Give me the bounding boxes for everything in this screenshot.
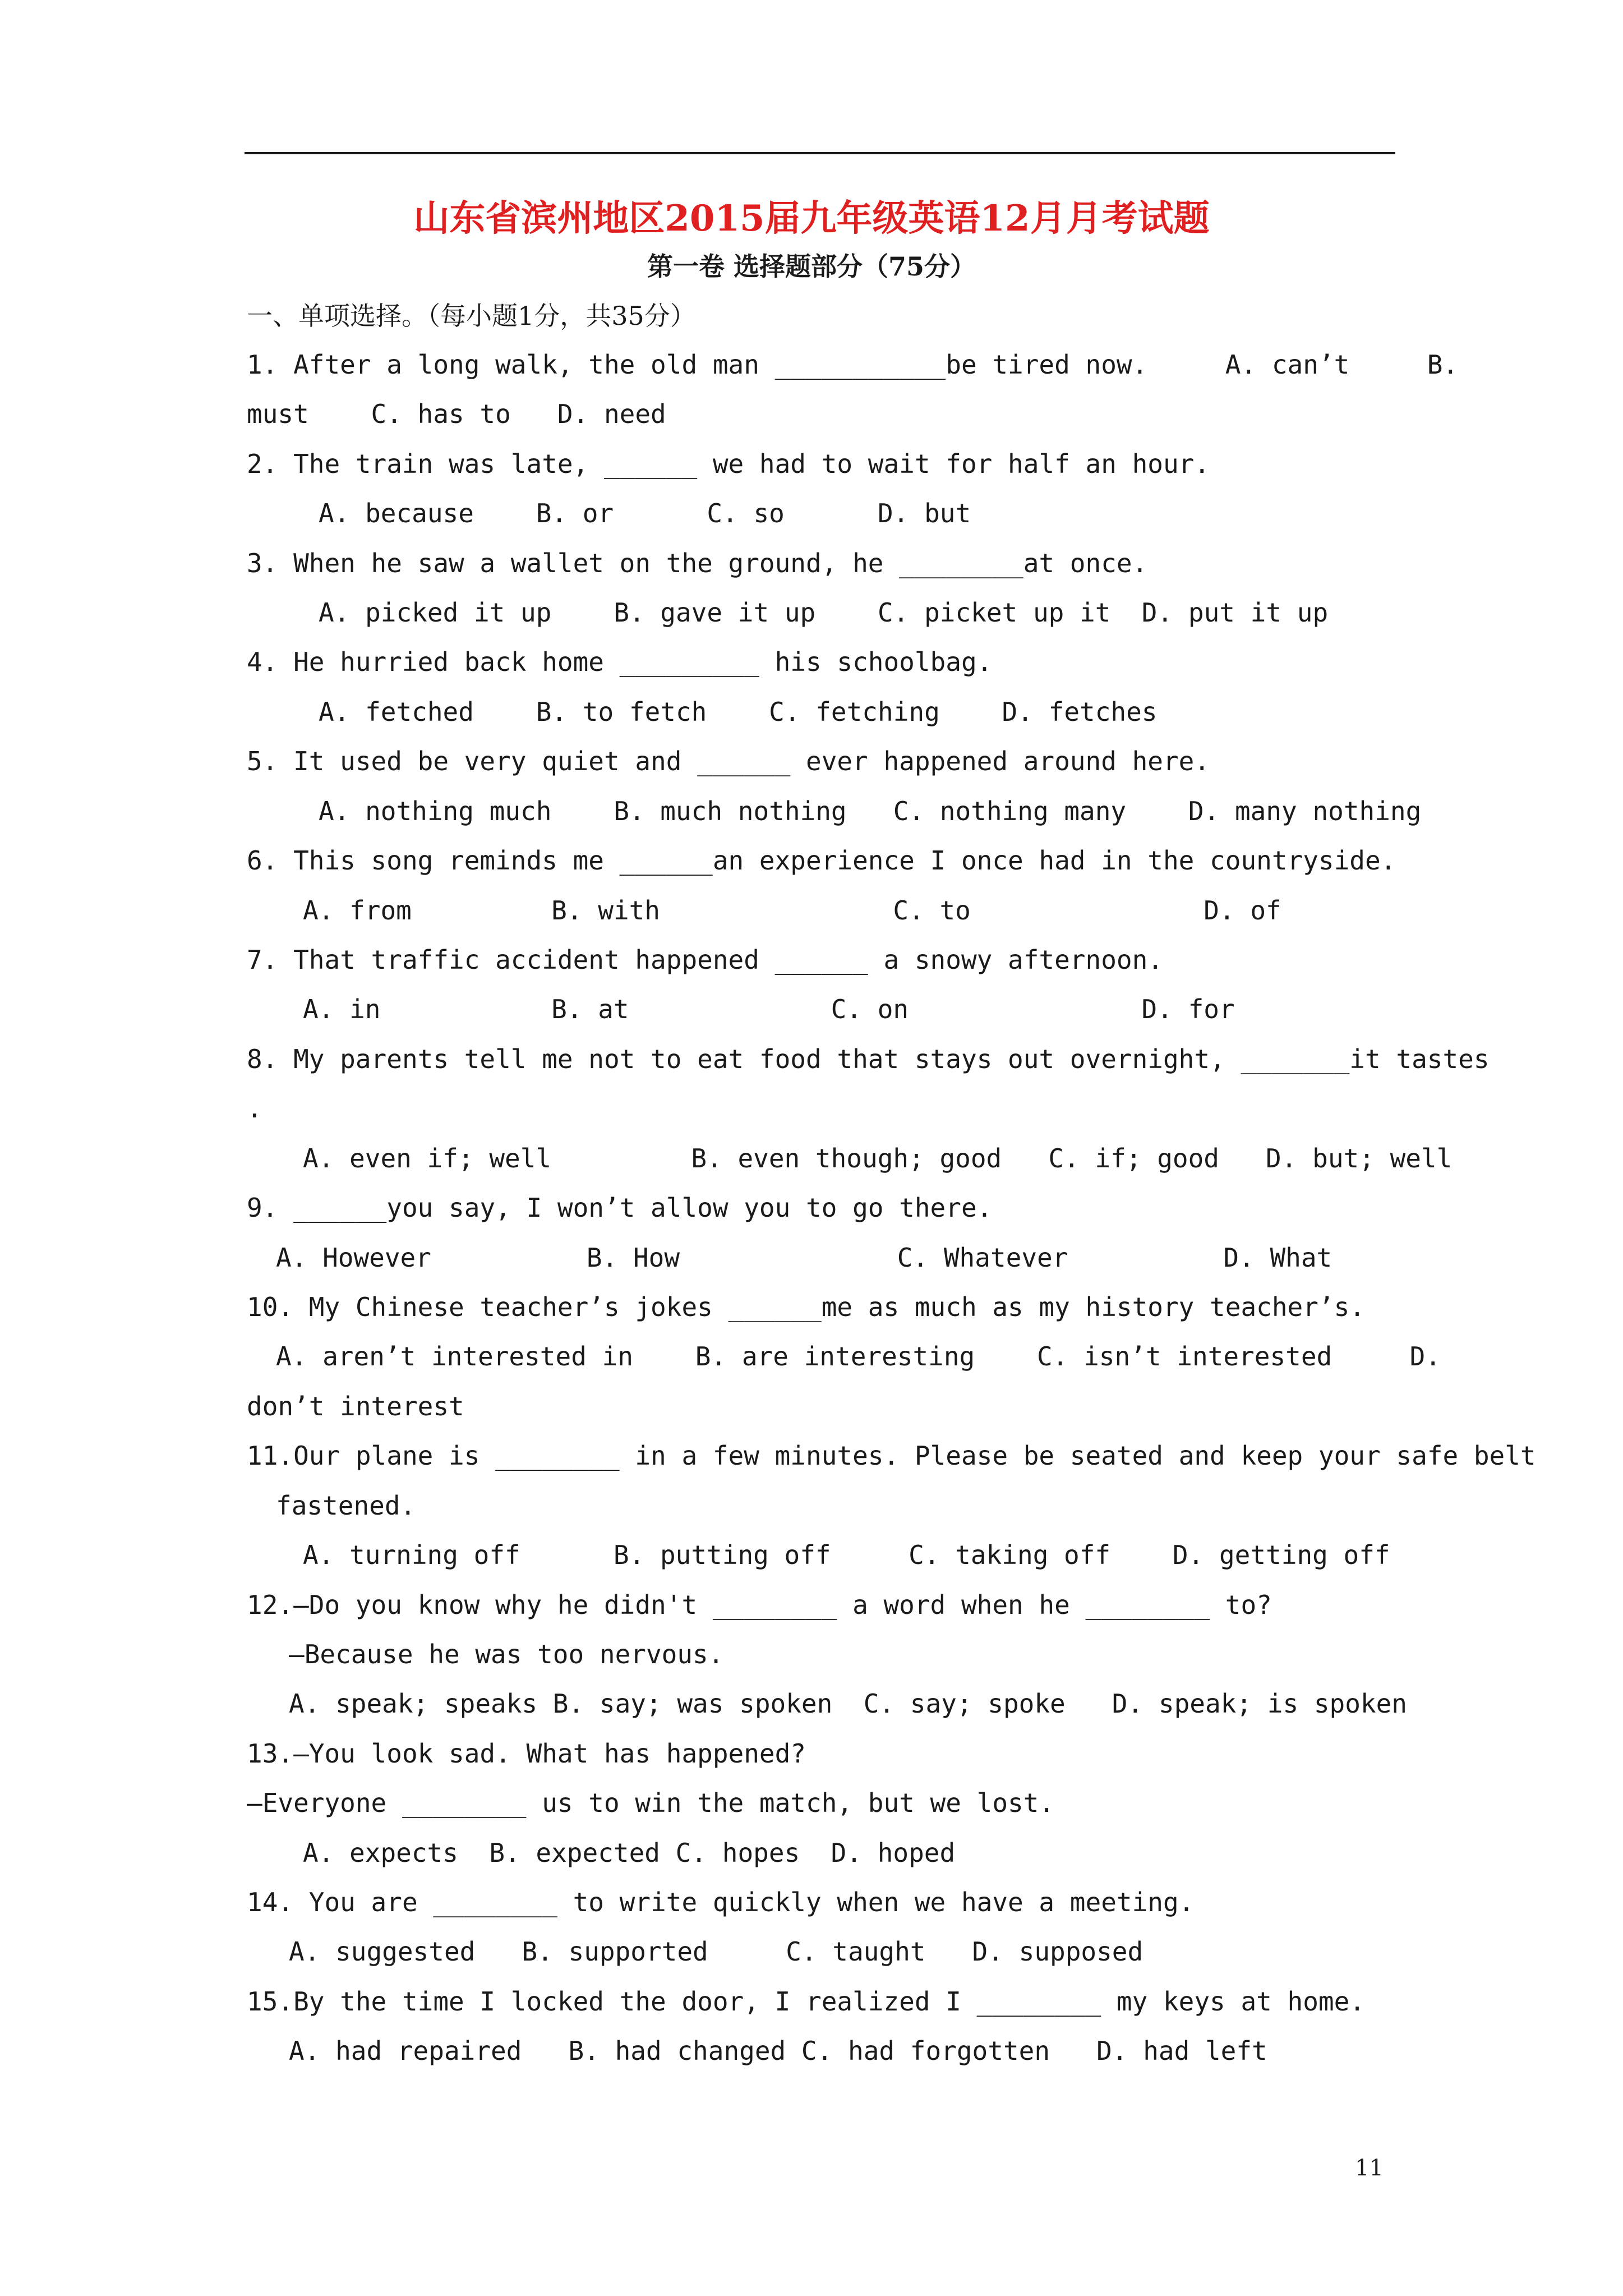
question-10-options: A. aren’t interested in B. are interesting C. isn’t interested D. — [276, 1341, 1441, 1372]
question-1-options: must C. has to D. need — [247, 399, 666, 429]
top-rule — [245, 152, 1395, 154]
question-11-stem-end: fastened. — [276, 1490, 416, 1521]
question-4-stem: 4. He hurried back home _________ his schoolbag. — [247, 647, 993, 677]
question-7-stem: 7. That traffic accident happened ______ a snowy afternoon. — [247, 945, 1163, 975]
question-15-options: A. had repaired B. had changed C. had forgotten D. had left — [289, 2036, 1267, 2066]
question-3-options: A. picked it up B. gave it up C. picket up it D. put it up — [319, 597, 1329, 628]
question-9-options: A. However B. How C. Whatever D. What — [276, 1243, 1332, 1273]
question-12-options: A. speak; speaks B. say; was spoken C. say; spoke D. speak; is spoken — [289, 1688, 1407, 1719]
question-14-stem: 14. You are ________ to write quickly when we have a meeting. — [247, 1887, 1195, 1917]
question-12-reply: —Because he was too nervous. — [289, 1639, 724, 1669]
question-14-options: A. suggested B. supported C. taught D. supposed — [289, 1936, 1144, 1967]
question-12-stem: 12.—Do you know why he didn't ________ a word when he ________ to? — [247, 1590, 1272, 1620]
question-3-stem: 3. When he saw a wallet on the ground, he ________at once. — [247, 548, 1148, 578]
question-10-options-end: don’t interest — [247, 1391, 464, 1421]
section-heading: 一、单项选择。（每小题1分，共35分） — [247, 301, 696, 331]
question-11-options: A. turning off B. putting off C. taking off D. getting off — [303, 1540, 1390, 1570]
question-2-stem: 2. The train was late, ______ we had to wait for half an hour. — [247, 449, 1210, 479]
question-8-options: A. even if; well B. even though; good C. if; good D. but; well — [303, 1143, 1453, 1174]
document-title: 山东省滨州地区2015届九年级英语12月月考试题 — [413, 197, 1210, 240]
question-5-options: A. nothing much B. much nothing C. nothing many D. many nothing — [319, 796, 1422, 826]
question-1-stem: 1. After a long walk, the old man ___________be tired now. A. can’t B. — [247, 349, 1459, 380]
part-heading: 第一卷 选择题部分（75分） — [647, 251, 976, 282]
question-15-stem: 15.By the time I locked the door, I realized I ________ my keys at home. — [247, 1986, 1365, 2017]
question-7-options: A. in B. at C. on D. for — [303, 994, 1235, 1024]
question-8-stem: 8. My parents tell me not to eat food that stays out overnight, _______it tastes — [247, 1044, 1490, 1074]
page-number: 11 — [1355, 2155, 1384, 2181]
question-10-stem: 10. My Chinese teacher’s jokes ______me as much as my history teacher’s. — [247, 1292, 1365, 1322]
question-13-stem: 13.—You look sad. What has happened? — [247, 1738, 806, 1769]
question-6-options: A. from B. with C. to D. of — [303, 895, 1281, 926]
question-5-stem: 5. It used be very quiet and ______ ever happened around here. — [247, 746, 1210, 776]
question-13-options: A. expects B. expected C. hopes D. hoped — [303, 1838, 956, 1868]
question-6-stem: 6. This song reminds me ______an experience I once had in the countryside. — [247, 845, 1396, 876]
question-11-stem: 11.Our plane is ________ in a few minutes. Please be seated and keep your safe belt — [247, 1441, 1536, 1471]
question-4-options: A. fetched B. to fetch C. fetching D. fetches — [319, 697, 1158, 727]
question-13-reply: —Everyone ________ us to win the match, but we lost. — [247, 1788, 1055, 1818]
question-2-options: A. because B. or C. so D. but — [319, 498, 971, 528]
question-8-stem-end: . — [247, 1093, 262, 1124]
question-9-stem: 9. ______you say, I won’t allow you to go there. — [247, 1193, 993, 1223]
